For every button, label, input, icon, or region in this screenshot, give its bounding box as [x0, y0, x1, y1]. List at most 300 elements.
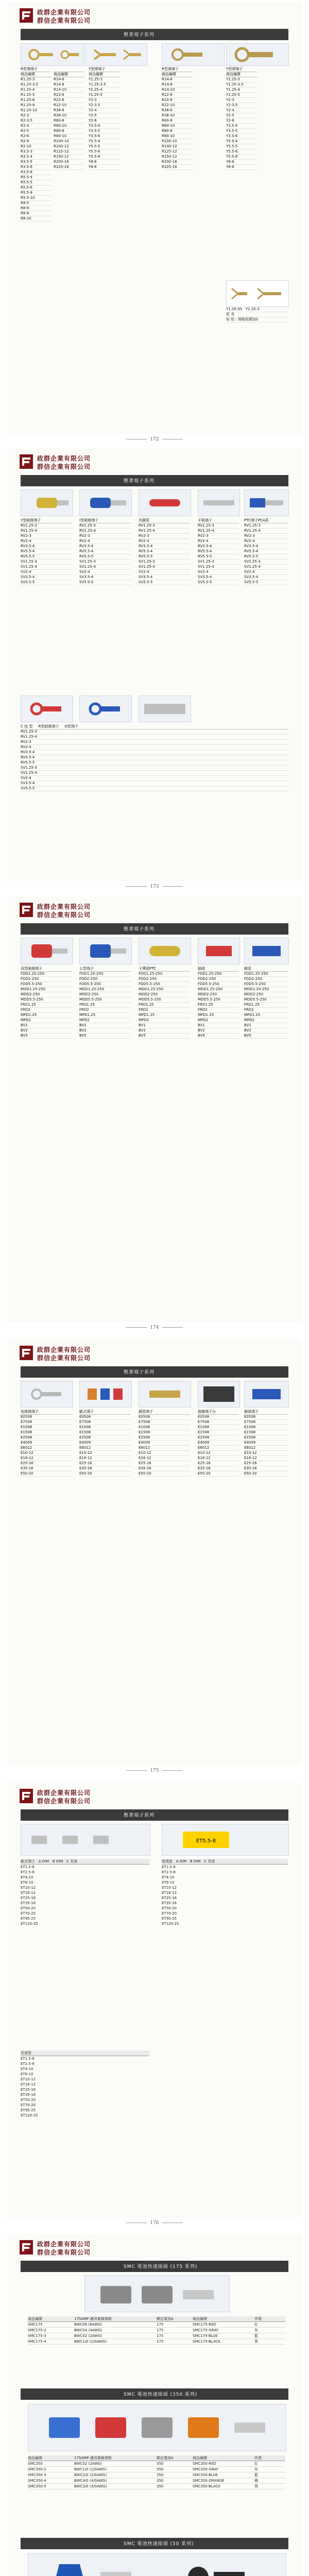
list-item: R60-10 [162, 124, 193, 129]
company-logo-icon [19, 902, 34, 918]
column-header: 商品編號 [193, 2317, 207, 2321]
list-item: Y2-3.5 [89, 103, 119, 108]
list-item: FDD2-250 [244, 977, 288, 982]
company-name [37, 8, 91, 25]
list-item: MDD5.5-250 [21, 997, 72, 1003]
list-item: MPD1.25 [244, 1013, 288, 1018]
list-item: R1.25-5 [21, 93, 52, 98]
table-cell: BWC2/0 (2/0AWG) [74, 2473, 107, 2477]
product-column [79, 518, 131, 585]
list-item: E1508 [139, 1430, 190, 1435]
list-item: FRD2 [198, 1008, 239, 1013]
section-title-bar [21, 1366, 288, 1378]
section-title-bar [21, 29, 288, 40]
list-item: E25-16 [198, 1461, 239, 1466]
list-item: E50-20 [244, 1471, 288, 1477]
product-photo [28, 2553, 286, 2576]
table-cell: 175 [157, 2328, 164, 2332]
product-photo [244, 938, 289, 964]
company-logo-icon [19, 453, 34, 470]
list-item: E25-16 [21, 1461, 72, 1466]
list-item: BV1 [139, 1023, 190, 1028]
list-item: RV5.5-5 [198, 554, 239, 560]
list-item: ET25-16 [21, 2088, 36, 2092]
product-column [139, 1410, 190, 1477]
product-column [198, 967, 239, 1039]
list-item: SV1.25-4 [198, 565, 239, 570]
product-photo [198, 1381, 240, 1408]
column-label: 商品編號 [162, 72, 193, 77]
product-photo [21, 489, 73, 516]
list-item: R38-8 [54, 108, 84, 113]
column-header: 外殼 [254, 2456, 262, 2460]
list-item: R2-3.5 [21, 118, 52, 124]
list-item: E35-16 [21, 1466, 72, 1471]
list-item: RV3.5-4 [139, 544, 190, 549]
list-item: ET95-25 [21, 1917, 36, 1921]
column-header: 長套管 [21, 2050, 149, 2056]
tab-label: O型端子 [64, 724, 79, 728]
table-cell: SMC350-3 [28, 2473, 46, 2477]
spec-table [21, 2050, 149, 2118]
note-text: Y1.25-3S [226, 307, 243, 311]
list-item: SV5.5-5 [21, 786, 288, 791]
list-item: FRD2 [139, 1008, 190, 1013]
list-item: R125-12 [54, 149, 84, 155]
spec-table [21, 1859, 149, 1926]
product-photo [21, 1824, 150, 1856]
company-name [37, 1789, 91, 1805]
product-photo [139, 696, 191, 722]
tab-label: C 包 型 [21, 724, 33, 728]
company-logo-icon [19, 2239, 34, 2256]
column-header: I型絕緣端子 [79, 518, 131, 523]
list-item: E10-12 [139, 1451, 190, 1456]
list-item: E1008 [139, 1425, 190, 1430]
list-item: ET35-16 [21, 2093, 36, 2097]
list-item: R3.5-6 [21, 165, 52, 170]
table-cell: SMC350-RED [193, 2462, 216, 2466]
list-item: ET95-25 [162, 1917, 177, 1921]
list-item: Y2-4 [226, 108, 257, 113]
list-item: Y1.25-4 [89, 88, 119, 93]
table-cell: 紅 [254, 2323, 258, 2327]
list-item: E0508 [139, 1415, 190, 1420]
list-item: RV5.5-4 [79, 549, 131, 554]
list-item: SV1.25-4 [21, 565, 72, 570]
list-item: SV1.25-3 [198, 560, 239, 565]
list-item: ET70-20 [21, 1911, 36, 1916]
size-note [226, 307, 288, 323]
list-item: R14-10 [54, 88, 84, 93]
page-number: 176 [0, 2221, 309, 2226]
page-header [19, 902, 286, 921]
company-name-line1: 政群企業有限公司 [37, 455, 91, 462]
list-item: RV5.5-4 [244, 549, 288, 554]
list-item: R5.5-8 [21, 191, 52, 196]
list-item: BV1 [244, 1023, 288, 1028]
list-item: SV1.25-3 [21, 766, 288, 771]
list-item: RV2-4 [79, 539, 131, 544]
list-item: R22-10 [54, 103, 84, 108]
list-item: R8-5 [21, 201, 52, 206]
note-text: 如 短 : 規格尾碼加S [226, 317, 288, 323]
list-item: E16-12 [79, 1456, 131, 1461]
company-logo-icon [19, 1788, 34, 1804]
list-item: E6012 [21, 1446, 72, 1451]
note-text: 短 長 [226, 312, 288, 317]
list-item: FDD2-250 [139, 977, 190, 982]
list-item: RV1.25-3 [139, 523, 190, 529]
list-item: E6012 [139, 1446, 190, 1451]
list-item: SV2-4 [21, 776, 288, 781]
column-header: C 長度 [204, 1859, 215, 1863]
company-name-line1: 政群企業有限公司 [37, 903, 91, 910]
section-title-bar [21, 2388, 288, 2400]
list-item: RV5.5-4 [139, 549, 190, 554]
product-photo [21, 696, 73, 722]
list-item: E16-12 [139, 1456, 190, 1461]
list-item: SV3.5-4 [79, 575, 131, 580]
list-item: MDD2-250 [139, 992, 190, 997]
catalog-page-6 [7, 2234, 302, 2576]
catalog-page-3 [7, 896, 302, 1322]
product-photo [84, 2275, 230, 2312]
product-column [89, 67, 119, 170]
list-item: ET25-16 [21, 1896, 36, 1900]
column-header: 額定電流A [157, 2317, 174, 2321]
list-item: ET1.5-8 [21, 1865, 35, 1869]
column-header: 銅管端子 [139, 1410, 190, 1415]
list-item: R1.25-3.5 [21, 82, 52, 88]
list-item: FDD2-250 [79, 977, 131, 982]
section-title: SMC 電池快速接頭 (175 系列) [124, 2264, 198, 2269]
list-item: ET6-10 [21, 1880, 33, 1885]
list-item: SV5.5-5 [79, 580, 131, 585]
list-item: E1508 [79, 1430, 131, 1435]
table-cell: 350 [157, 2462, 164, 2466]
list-item: FRD2 [79, 1008, 131, 1013]
product-photo [21, 43, 83, 66]
table-cell: SMC175-4 [28, 2340, 46, 2344]
column-header: Y型絕緣端子 [21, 518, 72, 523]
list-item: FDD1.25-250 [139, 972, 190, 977]
product-column [244, 1410, 288, 1477]
list-item: Y2-3 [89, 98, 119, 103]
table-row [28, 2461, 285, 2467]
list-item: SV3.5-4 [21, 575, 72, 580]
list-item: ET10-12 [162, 1886, 177, 1890]
product-photo [244, 489, 289, 516]
column-header: PTC端子PCA系 [244, 518, 288, 523]
list-item: R100-10 [54, 139, 84, 144]
table-cell: BWC04 (4AWG) [74, 2328, 102, 2332]
list-item: MPD2 [79, 1018, 131, 1023]
list-item: E1508 [244, 1430, 288, 1435]
list-item: BV5 [198, 1033, 239, 1039]
column-header: 平板端子 [198, 518, 239, 523]
list-item: E1508 [21, 1430, 72, 1435]
table-cell: 350 [157, 2467, 164, 2471]
list-item: R80-8 [54, 129, 84, 134]
list-item: R1.25-8 [21, 103, 52, 108]
list-item: RV2-4 [244, 539, 288, 544]
column-header: 商品編號 [28, 2456, 42, 2460]
list-item: E2508 [21, 1435, 72, 1440]
company-name [37, 454, 91, 471]
table-cell: SMC175-BLUE [193, 2334, 218, 2338]
table-cell: 藍 [254, 2473, 258, 2477]
page-number: 172 [0, 437, 309, 442]
list-item: FDD2-250 [21, 977, 72, 982]
table-row [28, 2322, 285, 2328]
table-row [28, 2467, 285, 2472]
list-item: BV1 [21, 1023, 72, 1028]
page-number: 174 [0, 1325, 309, 1330]
column-header: A DIM [176, 1859, 187, 1863]
list-item: BV5 [139, 1033, 190, 1039]
list-item: SV2-4 [198, 570, 239, 575]
section-title: SMC 電池快速接頭 (350 系列) [124, 2392, 198, 2397]
product-photo [79, 696, 132, 722]
list-item: E0508 [79, 1415, 131, 1420]
list-item: RV2-4 [21, 539, 72, 544]
list-item: E0508 [21, 1415, 72, 1420]
company-name-line1: 政群企業有限公司 [37, 1346, 91, 1353]
list-item: ET16-12 [21, 2082, 36, 2087]
list-item: R8-10 [21, 216, 52, 222]
table-cell: 175 [157, 2323, 164, 2327]
product-photo [198, 938, 240, 964]
table-cell: SMC350-BLUE [193, 2473, 218, 2477]
list-item: Y3.5-6 [226, 134, 257, 139]
section-title-bar [21, 923, 288, 935]
table-cell: BWC02 (2AWG) [74, 2334, 102, 2338]
column-header: 額定電流A [157, 2456, 174, 2460]
page-number: 175 [0, 1768, 309, 1773]
list-item: E10-12 [79, 1451, 131, 1456]
list-item: Y1.25-3 [226, 77, 257, 82]
company-logo-icon [19, 1345, 34, 1361]
product-column [198, 1410, 239, 1477]
column-header: 外殼 [254, 2317, 262, 2321]
list-item: SV1.25-4 [79, 565, 131, 570]
list-item: SV3.5-4 [198, 575, 239, 580]
list-item: ET4-10 [21, 2067, 33, 2071]
product-photo [139, 938, 191, 964]
table-cell: BWC4/0 (4/0AWG) [74, 2479, 107, 2483]
list-item: R2-5 [21, 129, 52, 134]
list-item: ET10-12 [21, 1886, 36, 1890]
list-item: R14-8 [162, 82, 193, 88]
company-name [37, 1346, 91, 1362]
list-item: RV1.25-4 [79, 529, 131, 534]
note-text: Y1.25-3 [245, 307, 260, 311]
list-item: R100-12 [54, 144, 84, 149]
list-item: MPD1.25 [139, 1013, 190, 1018]
list-item: R38-8 [162, 108, 193, 113]
table-cell: BWC3/0 (3/0AWG) [74, 2484, 107, 2488]
table-cell: SMC175-RED [193, 2323, 216, 2327]
list-item: R200-16 [162, 160, 193, 165]
page-header [19, 1345, 286, 1364]
product-column [54, 67, 84, 170]
svg-text:ET5.5-8: ET5.5-8 [196, 1838, 216, 1844]
list-item: Y5.5-8 [89, 155, 119, 160]
list-item: Y3.5-5 [226, 129, 257, 134]
table-cell: 灰 [254, 2328, 258, 2332]
product-list [21, 724, 288, 791]
list-item: RV5.5-4 [21, 549, 72, 554]
list-item: Y8-8 [89, 165, 119, 170]
table-cell: 灰 [254, 2467, 258, 2471]
column-header: 圓管 [244, 967, 288, 972]
table-cell: 350 [157, 2484, 164, 2488]
list-item: R1.25-6 [21, 98, 52, 103]
list-item: ET1.5-8 [162, 1865, 176, 1869]
list-item: RV2-4 [198, 539, 239, 544]
table-cell: SMC350-4 [28, 2479, 46, 2483]
list-item: FDD1.25-250 [244, 972, 288, 977]
list-item: R22-8 [54, 98, 84, 103]
product-photo [28, 2404, 286, 2451]
table-cell: SMC175-BLACK [193, 2340, 221, 2344]
list-item: R3.5-5 [21, 160, 52, 165]
column-header: B DIM [190, 1859, 201, 1863]
list-item: Y1.25-5 [89, 93, 119, 98]
list-item: BV2 [21, 1028, 72, 1033]
column-label: 商品編號 [21, 72, 52, 77]
product-photo [162, 43, 225, 66]
list-item: RV2-4 [139, 539, 190, 544]
column-header: 母型絕緣端子 [21, 967, 72, 972]
list-item: Y2-5 [89, 113, 119, 118]
list-item: RV1.25-3 [21, 523, 72, 529]
list-item: RV2-3 [244, 534, 288, 539]
list-item: Y1.25-3.5 [89, 82, 119, 88]
company-name-line2: 群信企業有限公司 [37, 1354, 91, 1362]
list-item: Y5.5-4 [89, 139, 119, 144]
catalog-page-5 [7, 1783, 302, 2217]
list-item: ET50-20 [21, 1906, 36, 1910]
list-item: MPD1.25 [198, 1013, 239, 1018]
company-name-line1: 政群企業有限公司 [37, 2241, 91, 2248]
list-item: BV1 [79, 1023, 131, 1028]
column-header: Y型裸端子 [226, 67, 257, 72]
list-item: ET50-20 [21, 2098, 36, 2102]
list-item: MPD2 [139, 1018, 190, 1023]
list-item: ET70-20 [162, 1911, 177, 1916]
list-item: FRD1.25 [21, 1003, 72, 1008]
product-column [21, 518, 72, 585]
table-cell: 350 [157, 2473, 164, 2477]
product-photo [21, 1381, 73, 1408]
list-item: Y1.25-4 [226, 88, 257, 93]
list-item: ET120-25 [21, 1922, 38, 1926]
list-item: Y3.5-4 [226, 124, 257, 129]
list-item: R38-10 [54, 113, 84, 118]
list-item: MDD2-250 [21, 992, 72, 997]
list-item: ET50-20 [162, 1906, 177, 1910]
list-item: Y2-6 [226, 118, 257, 124]
list-item: FDD5.5-250 [244, 982, 288, 987]
list-item: E2508 [79, 1435, 131, 1440]
table-cell: BWC06 (6AWG) [74, 2323, 102, 2327]
list-item: SV5.5-5 [21, 580, 72, 585]
list-item: RV1.25-4 [139, 529, 190, 534]
list-item: MDD5.5-250 [198, 997, 239, 1003]
column-header: Y型裸端子 [89, 67, 119, 72]
list-item: SV5.5-5 [244, 580, 288, 585]
list-item: MPD1.25 [21, 1013, 72, 1018]
list-item: ET95-25 [21, 2108, 36, 2112]
list-item: E25-16 [139, 1461, 190, 1466]
company-name-line2: 群信企業有限公司 [37, 1798, 91, 1805]
table-cell: BWC02 (2AWG) [74, 2462, 102, 2466]
list-item: SV2-4 [21, 570, 72, 575]
list-item: ET2.5-8 [21, 1870, 35, 1874]
list-item: ET6-10 [21, 2072, 33, 2076]
product-column [139, 967, 190, 1039]
list-item: R14-10 [162, 88, 193, 93]
list-item: SV3.5-4 [139, 575, 190, 580]
list-item: Y2-6 [89, 118, 119, 124]
page-number: 173 [0, 884, 309, 889]
list-item: E2508 [198, 1435, 239, 1440]
list-item: ET25-16 [162, 1896, 177, 1900]
list-item: MDD2-250 [79, 992, 131, 997]
list-item: Y5.5-4 [226, 139, 257, 144]
list-item: ET16-12 [21, 1891, 36, 1895]
product-photo [139, 1381, 191, 1408]
column-label: 商品編號 [226, 72, 257, 77]
list-item: E6012 [244, 1446, 288, 1451]
table-cell: 175 [157, 2334, 164, 2338]
column-label: 商品編號 [89, 72, 119, 77]
list-item: E6012 [79, 1446, 131, 1451]
product-photo [79, 938, 132, 964]
section-title-bar [21, 2261, 288, 2272]
table-cell: SMC350-GRAY [193, 2467, 219, 2471]
list-item: RV2-3 [198, 534, 239, 539]
list-item: E0508 [198, 1415, 239, 1420]
list-item: R80-10 [54, 134, 84, 139]
list-item: RV2-4 [21, 745, 288, 750]
list-item: RV5.5-5 [21, 554, 72, 560]
list-item: SV3.5-4 [21, 781, 288, 786]
list-item: E0508 [244, 1415, 288, 1420]
list-item: R1.25-3 [21, 77, 52, 82]
list-item: SV3.5-4 [244, 575, 288, 580]
list-item: SV1.25-4 [21, 771, 288, 776]
list-item: FDD5.5-250 [21, 982, 72, 987]
list-item: MDD5.5-250 [79, 997, 131, 1003]
section-title: 壓著端子系列 [124, 1370, 155, 1375]
list-item: R60-8 [54, 118, 84, 124]
list-item: RV3.5-4 [244, 544, 288, 549]
table-cell: 350 [157, 2479, 164, 2483]
list-item: E7508 [79, 1420, 131, 1425]
tab-label: R型絕緣端子 [38, 724, 59, 728]
spec-table [162, 1859, 288, 1926]
list-item: E1008 [244, 1425, 288, 1430]
list-item: R150-12 [162, 155, 193, 160]
list-item: Y8-8 [226, 165, 257, 170]
product-photo [226, 43, 289, 66]
table-row [28, 2333, 285, 2339]
list-item: Y5.5-5 [226, 144, 257, 149]
list-item: BV2 [139, 1028, 190, 1033]
